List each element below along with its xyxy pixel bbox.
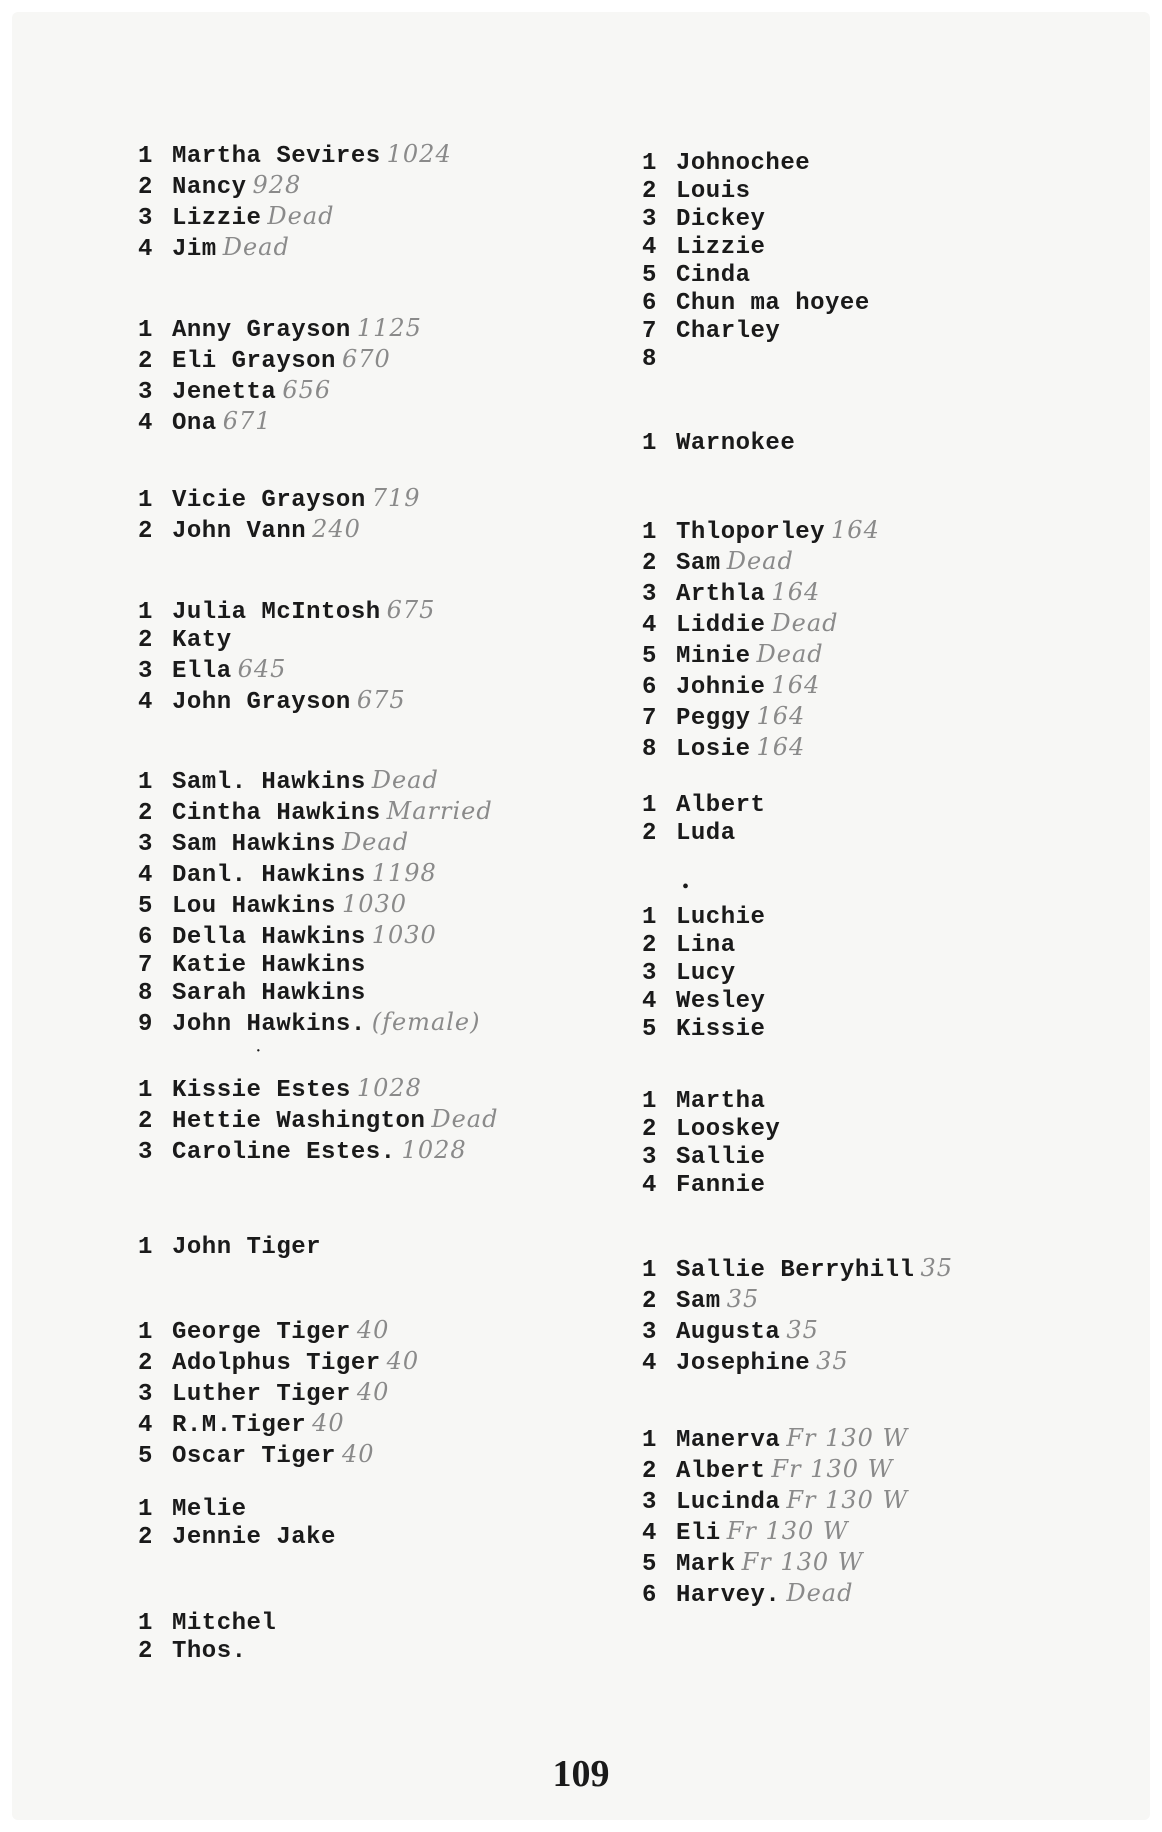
entry-name: Thloporley [676, 519, 826, 546]
entry-group [642, 1088, 780, 1200]
entry-number: 2 [138, 518, 153, 545]
entry-line [138, 828, 493, 859]
entry-line [642, 516, 880, 547]
entry-number: 1 [642, 519, 657, 546]
entry-name: Anny Grayson [172, 317, 351, 344]
entry-number: 2 [642, 820, 657, 847]
entry-group [138, 314, 422, 438]
entry-line [138, 1074, 498, 1105]
entry-line [138, 345, 422, 376]
entry-number: 2 [138, 1108, 153, 1135]
entry-name: Lou Hawkins [172, 893, 336, 920]
entry-name: Vicie Grayson [172, 487, 366, 514]
entry-group [138, 140, 452, 264]
entry-number: 4 [642, 1520, 657, 1547]
entry-number: 4 [138, 862, 153, 889]
entry-number: 7 [642, 318, 657, 345]
entry-name: Martha Sevires [172, 143, 381, 170]
entry-name: John Tiger [172, 1234, 322, 1261]
entry-number: 3 [138, 1139, 153, 1166]
entry-line [642, 702, 880, 733]
entry-name: Mark [676, 1551, 736, 1578]
handwritten-note: Dead [222, 233, 290, 261]
handwritten-note: 928 [252, 171, 302, 199]
entry-number: 4 [138, 1412, 153, 1439]
entry-name: Thos. [172, 1638, 247, 1665]
handwritten-note: 40 [356, 1378, 390, 1406]
entry-name: Chun ma hoyee [676, 290, 870, 317]
entry-group [138, 484, 421, 546]
entry-name: Ona [172, 410, 217, 437]
entry-line [138, 686, 435, 717]
entry-name: Peggy [676, 705, 751, 732]
entry-name: Josephine [676, 1350, 811, 1377]
entry-name: Eli Grayson [172, 348, 336, 375]
entry-line [642, 578, 880, 609]
entry-line [642, 547, 880, 578]
entry-line [138, 797, 493, 828]
entry-number: 1 [642, 904, 657, 931]
entry-name: Della Hawkins [172, 924, 366, 951]
entry-line [138, 921, 493, 952]
entry-line [642, 1285, 953, 1316]
entry-line [642, 150, 870, 178]
entry-number: 3 [642, 1489, 657, 1516]
handwritten-note: 675 [386, 596, 436, 624]
handwritten-note: (female) [371, 1008, 481, 1036]
handwritten-note: 1028 [401, 1136, 467, 1164]
entry-number: 6 [642, 674, 657, 701]
entry-name: Eli [676, 1520, 721, 1547]
entry-number: 2 [642, 1116, 657, 1143]
entry-number: 2 [642, 1458, 657, 1485]
entry-name: Lucinda [676, 1489, 781, 1516]
handwritten-note: 40 [312, 1409, 345, 1437]
handwritten-note: Fr 130 W [786, 1486, 909, 1514]
entry-number: 5 [138, 893, 153, 920]
entry-line [642, 1347, 953, 1378]
entry-number: 1 [138, 487, 153, 514]
entry-line [642, 904, 765, 932]
entry-number: 3 [138, 831, 153, 858]
entry-line [642, 234, 870, 262]
entry-line [642, 820, 765, 848]
entry-group [138, 1234, 321, 1262]
entry-line [138, 1638, 276, 1666]
entry-number: 8 [138, 980, 153, 1007]
entry-line [138, 202, 452, 233]
entry-number: 1 [642, 1257, 657, 1284]
entry-name: Sallie [676, 1144, 766, 1171]
page-number: 109 [552, 1753, 610, 1795]
handwritten-note: Fr 130 W [726, 1517, 849, 1545]
entry-line [138, 1234, 321, 1262]
entry-number: 1 [138, 599, 153, 626]
entry-line [642, 1455, 908, 1486]
entry-name: John Hawkins. [172, 1011, 366, 1038]
handwritten-note: 656 [282, 376, 332, 404]
entry-name: Julia McIntosh [172, 599, 381, 626]
entry-line [642, 1486, 908, 1517]
ink-mark: · [255, 1040, 262, 1062]
handwritten-note: 164 [831, 516, 880, 544]
entry-line [138, 140, 452, 171]
entry-line [642, 1254, 953, 1285]
entry-name: Sarah Hawkins [172, 980, 366, 1007]
entry-number: 5 [642, 262, 657, 289]
entry-name: Cinda [676, 262, 751, 289]
handwritten-note: 1125 [356, 314, 422, 342]
handwritten-note: 35 [786, 1316, 819, 1344]
entry-group [642, 516, 880, 764]
handwritten-note: Dead [431, 1105, 499, 1133]
entry-number: 2 [138, 348, 153, 375]
entry-number: 2 [138, 1524, 153, 1551]
entry-line [642, 671, 880, 702]
entry-group [138, 1496, 336, 1552]
handwritten-note: Married [386, 797, 493, 825]
entry-line [138, 484, 421, 515]
entry-number: 5 [642, 1016, 657, 1043]
entry-name: Albert [676, 792, 766, 819]
entry-number: 2 [138, 1350, 153, 1377]
entry-line [642, 1116, 780, 1144]
entry-line [138, 1610, 276, 1638]
entry-name: Johnochee [676, 150, 811, 177]
handwritten-note: 164 [756, 733, 806, 761]
entry-line [642, 932, 765, 960]
entry-name: Lina [676, 932, 736, 959]
entry-group [138, 1074, 498, 1167]
entry-line [642, 1579, 908, 1610]
entry-line [642, 1172, 780, 1200]
entry-number: 2 [138, 1638, 153, 1665]
entry-line [138, 859, 493, 890]
entry-line [642, 178, 870, 206]
handwritten-note: 1030 [371, 921, 437, 949]
entry-line [138, 952, 493, 980]
entry-line [138, 1347, 419, 1378]
entry-number: 1 [138, 1319, 153, 1346]
entry-line [138, 314, 422, 345]
handwritten-note: Dead [371, 766, 439, 794]
entry-group [138, 596, 435, 717]
entry-name: Warnokee [676, 430, 796, 457]
handwritten-note: Dead [771, 609, 839, 637]
entry-number: 3 [642, 1319, 657, 1346]
entry-name: Katy [172, 627, 232, 654]
entry-line [138, 655, 435, 686]
entry-number: 3 [138, 379, 153, 406]
entry-name: Augusta [676, 1319, 781, 1346]
handwritten-note: Fr 130 W [786, 1424, 909, 1452]
entry-group [642, 430, 795, 458]
entry-name: Nancy [172, 174, 247, 201]
entry-number: 6 [642, 1582, 657, 1609]
entry-number: 8 [642, 346, 657, 373]
entry-number: 2 [138, 800, 153, 827]
entry-number: 6 [138, 924, 153, 951]
entry-name: Manerva [676, 1427, 781, 1454]
entry-name: Oscar Tiger [172, 1443, 336, 1470]
entry-number: 1 [642, 792, 657, 819]
entry-name: Luda [676, 820, 736, 847]
entry-line [138, 1378, 419, 1409]
entry-name: Wesley [676, 988, 766, 1015]
handwritten-note: 40 [356, 1316, 390, 1344]
entry-name: Jenetta [172, 379, 277, 406]
entry-number: 1 [642, 1427, 657, 1454]
entry-number: 4 [138, 236, 153, 263]
entry-name: Fannie [676, 1172, 766, 1199]
entry-name: Albert [676, 1458, 766, 1485]
handwritten-note: 675 [356, 686, 406, 714]
entry-group [642, 1254, 953, 1378]
handwritten-note: Fr 130 W [771, 1455, 894, 1483]
entry-name: Luchie [676, 904, 766, 931]
entry-group [138, 1316, 419, 1471]
entry-line [138, 171, 452, 202]
entry-group [642, 792, 765, 848]
entry-line [138, 1136, 498, 1167]
entry-line [642, 290, 870, 318]
entry-line [642, 1088, 780, 1116]
entry-number: 3 [138, 205, 153, 232]
entry-number: 4 [138, 689, 153, 716]
entry-number: 2 [138, 174, 153, 201]
entry-line [642, 206, 870, 234]
handwritten-note: 719 [371, 484, 421, 512]
entry-number: 2 [138, 627, 153, 654]
entry-number: 3 [642, 1144, 657, 1171]
entry-name: Sam Hawkins [172, 831, 336, 858]
entry-line [642, 1144, 780, 1172]
entry-group [642, 904, 765, 1044]
entry-name: John Vann [172, 518, 307, 545]
entry-number: 4 [642, 234, 657, 261]
entry-name: Caroline Estes. [172, 1139, 396, 1166]
handwritten-note: 164 [771, 671, 821, 699]
entry-name: Melie [172, 1496, 247, 1523]
handwritten-note: 645 [237, 655, 287, 683]
entry-number: 1 [138, 1496, 153, 1523]
entry-line [138, 407, 422, 438]
entry-number: 3 [138, 1381, 153, 1408]
entry-name: Martha [676, 1088, 766, 1115]
entry-line [642, 1548, 908, 1579]
entry-group [642, 150, 870, 374]
entry-number: 2 [642, 178, 657, 205]
entry-number: 3 [642, 960, 657, 987]
entry-line [642, 640, 880, 671]
handwritten-note: 40 [341, 1440, 375, 1468]
entry-number: 2 [642, 1288, 657, 1315]
entry-line [138, 1440, 419, 1471]
entry-name: Dickey [676, 206, 766, 233]
entry-line [138, 515, 421, 546]
entry-line [642, 318, 870, 346]
entry-number: 2 [642, 550, 657, 577]
entry-name: Jennie Jake [172, 1524, 336, 1551]
entry-number: 1 [642, 150, 657, 177]
handwritten-note: 35 [816, 1347, 849, 1375]
entry-line [642, 1016, 765, 1044]
entry-name: Saml. Hawkins [172, 769, 366, 796]
entry-name: Hettie Washington [172, 1108, 426, 1135]
entry-number: 1 [138, 317, 153, 344]
entry-name: Liddie [676, 612, 766, 639]
entry-line [642, 1517, 908, 1548]
entry-number: 1 [138, 769, 153, 796]
entry-line [642, 1424, 908, 1455]
entry-number: 8 [642, 736, 657, 763]
handwritten-note: Dead [341, 828, 410, 856]
entry-name: Losie [676, 736, 751, 763]
handwritten-note: Dead [267, 202, 335, 230]
entry-name: Kissie [676, 1016, 766, 1043]
entry-name: Lucy [676, 960, 736, 987]
handwritten-note: 40 [386, 1347, 420, 1375]
handwritten-note: Fr 130 W [741, 1548, 864, 1576]
entry-name: Harvey. [676, 1582, 781, 1609]
entry-number: 1 [138, 1077, 153, 1104]
entry-number: 6 [642, 290, 657, 317]
handwritten-note: 1028 [356, 1074, 422, 1102]
entry-line [138, 766, 493, 797]
entry-name: Danl. Hawkins [172, 862, 366, 889]
entry-line [642, 733, 880, 764]
entry-name: Jim [172, 236, 217, 263]
handwritten-note: Dead [756, 640, 824, 668]
entry-line [642, 609, 880, 640]
entry-number: 2 [642, 932, 657, 959]
entry-number: 1 [138, 143, 153, 170]
entry-line [642, 1316, 953, 1347]
entry-name: Looskey [676, 1116, 781, 1143]
handwritten-note: 35 [920, 1254, 953, 1282]
entry-group [138, 1610, 276, 1666]
entry-line [138, 627, 435, 655]
entry-name: Louis [676, 178, 751, 205]
entry-group [642, 1424, 908, 1610]
entry-name: Adolphus Tiger [172, 1350, 381, 1377]
entry-line [642, 262, 870, 290]
entry-name: Minie [676, 643, 751, 670]
entry-line [642, 988, 765, 1016]
entry-line [138, 1105, 498, 1136]
entry-line [642, 430, 795, 458]
entry-number: 5 [642, 643, 657, 670]
handwritten-note: 1198 [371, 859, 437, 887]
handwritten-note: 164 [771, 578, 821, 606]
entry-line [138, 1496, 336, 1524]
entry-number: 5 [642, 1551, 657, 1578]
entry-name: Mitchel [172, 1610, 277, 1637]
entry-line [138, 890, 493, 921]
entry-name: John Grayson [172, 689, 351, 716]
entry-number: 7 [642, 705, 657, 732]
entry-number: 4 [642, 612, 657, 639]
entry-name: Sallie Berryhill [676, 1257, 915, 1284]
entry-number: 3 [642, 206, 657, 233]
handwritten-note: 671 [222, 407, 272, 435]
entry-number: 4 [138, 410, 153, 437]
entry-name: Arthla [676, 581, 766, 608]
entry-name: R.M.Tiger [172, 1412, 307, 1439]
entry-name: Lizzie [676, 234, 766, 261]
entry-name: Ella [172, 658, 232, 685]
entry-line [138, 1316, 419, 1347]
entry-name: Sam [676, 1288, 721, 1315]
entry-number: 3 [138, 658, 153, 685]
entry-line [642, 960, 765, 988]
entry-line [138, 376, 422, 407]
entry-name: Katie Hawkins [172, 952, 366, 979]
handwritten-note: 1024 [386, 140, 452, 168]
entry-line [138, 1008, 493, 1039]
entry-name: Lizzie [172, 205, 262, 232]
entry-line [642, 792, 765, 820]
handwritten-note: 240 [312, 515, 361, 543]
entry-name: Sam [676, 550, 721, 577]
entry-number: 5 [138, 1443, 153, 1470]
entry-name: Kissie Estes [172, 1077, 351, 1104]
entry-number: 4 [642, 1172, 657, 1199]
entry-line [642, 346, 870, 374]
entry-number: 7 [138, 952, 153, 979]
entry-number: 1 [138, 1610, 153, 1637]
entry-line [138, 1409, 419, 1440]
entry-number: 3 [642, 581, 657, 608]
handwritten-note: Dead [786, 1579, 854, 1607]
entry-name: Luther Tiger [172, 1381, 351, 1408]
handwritten-note: Dead [726, 547, 794, 575]
entry-number: 4 [642, 988, 657, 1015]
entry-name: Cintha Hawkins [172, 800, 381, 827]
entry-line [138, 1524, 336, 1552]
handwritten-note: 35 [726, 1285, 760, 1313]
entry-number: 4 [642, 1350, 657, 1377]
entry-name: Johnie [676, 674, 766, 701]
entry-number: 9 [138, 1011, 153, 1038]
entry-name: George Tiger [172, 1319, 351, 1346]
handwritten-note: 164 [756, 702, 806, 730]
ink-mark: • [682, 876, 690, 898]
entry-line [138, 596, 435, 627]
entry-line [138, 980, 493, 1008]
entry-number: 1 [642, 430, 657, 457]
entry-name: Charley [676, 318, 781, 345]
handwritten-note: 1030 [341, 890, 408, 918]
entry-group [138, 766, 493, 1039]
entry-number: 1 [138, 1234, 153, 1261]
handwritten-note: 670 [341, 345, 391, 373]
entry-number: 1 [642, 1088, 657, 1115]
entry-line [138, 233, 452, 264]
